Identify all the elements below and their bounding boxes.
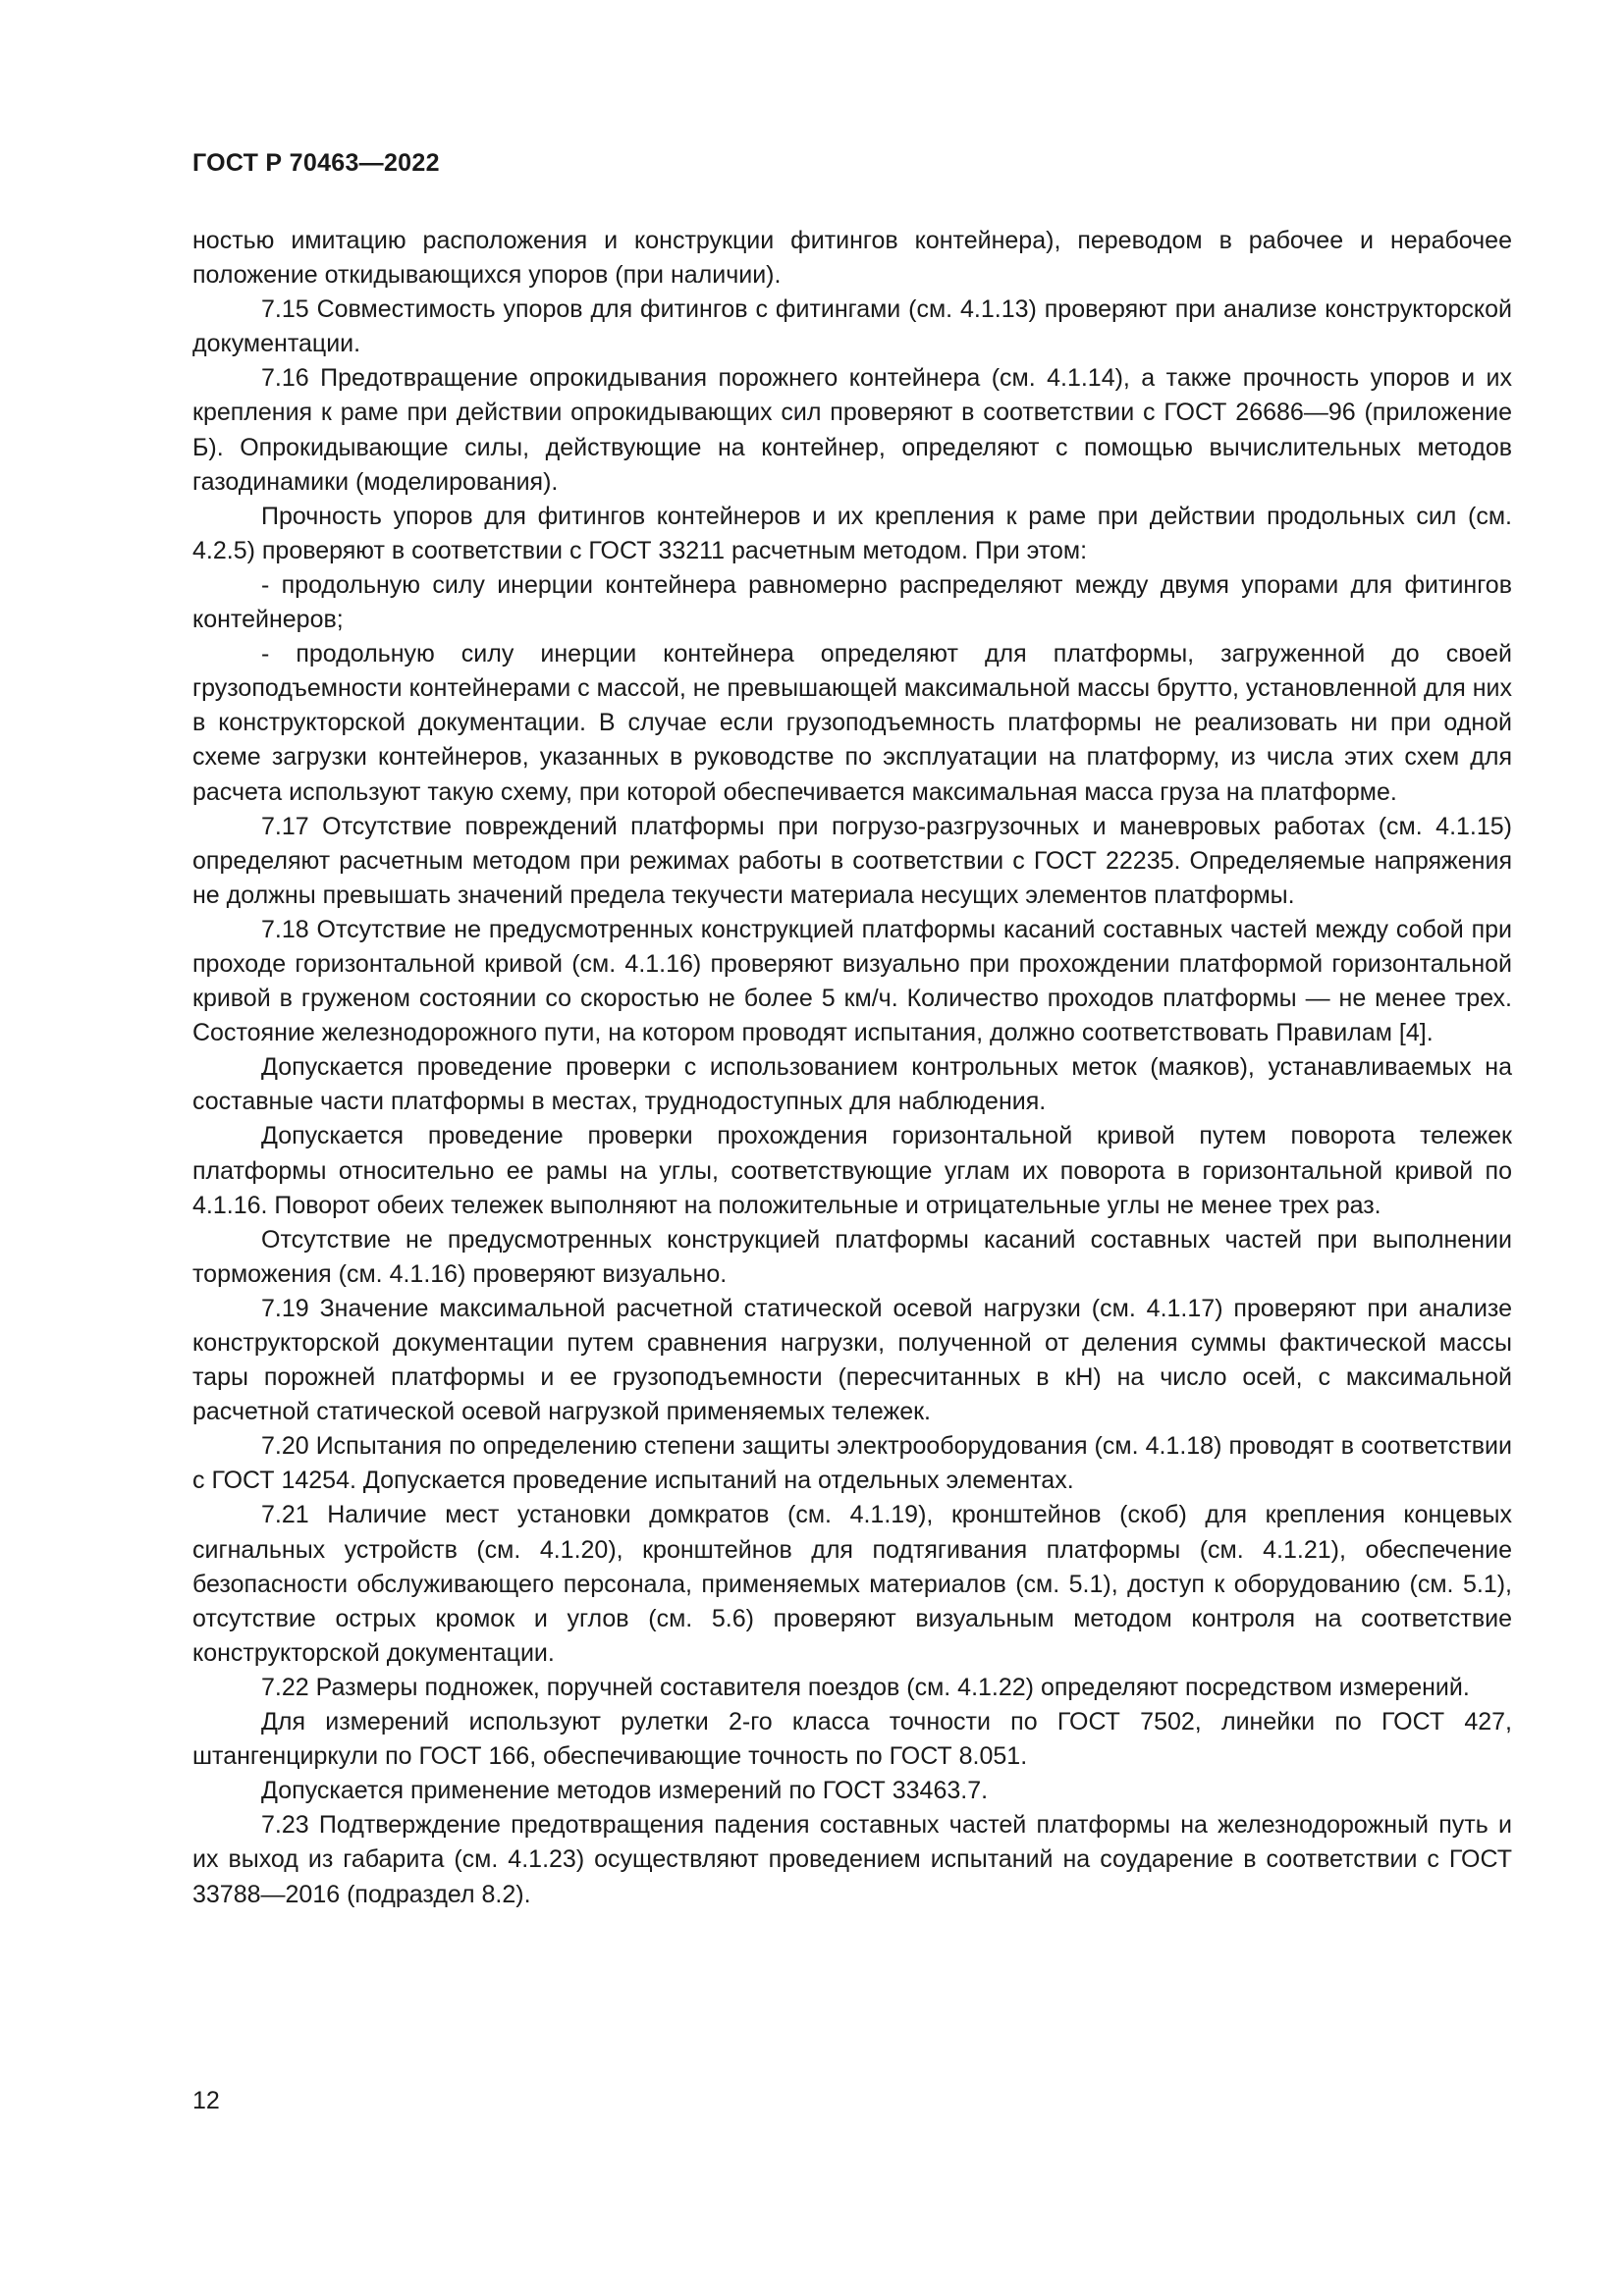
- paragraph: Отсутствие не предусмотренных конструкцией платформы касаний составных частей при выполнении торможения (см. 4.1.16) проверяют визуально.: [192, 1225, 1512, 1288]
- paragraph: Допускается применение методов измерений по ГОСТ 33463.7.: [261, 1777, 989, 1805]
- paragraph: Для измерений используют рулетки 2-го класса точности по ГОСТ 7502, линейки по ГОСТ 427, штангенциркули по ГОСТ 166, обеспечивающие точность по ГОСТ 8.051.: [192, 1708, 1512, 1771]
- page-number: 12: [192, 2087, 220, 2114]
- paragraph: ностью имитацию расположения и конструкции фитингов контейнера), переводом в рабочее и нерабочее положение откидывающихся упоров (при наличии).: [192, 227, 1512, 290]
- paragraph-7-17: 7.17 Отсутствие повреждений платформы при погрузо-разгрузочных и маневровых работах (см. 4.1.15) определяют расчетным методом при режимах работы в соответствии с ГОСТ 22235. Определяемые напряжения не должны превышать значений предела текучести материала несущих элементов платформы.: [192, 812, 1512, 909]
- list-item: - продольную силу инерции контейнера определяют для платформы, загруженной до своей грузоподъемности контейнерами с массой, не превышающей максимальной массы брутто, установленной для них в конструкторской документации. В случае если грузоподъемность платформы не реализовать ни при одной схеме загрузки контейнеров, указанных в руководстве по эксплуатации на платформу, из числа этих схем для расчета используют такую схему, при которой обеспечивается максимальная масса груза на платформе.: [192, 640, 1512, 806]
- list-item: - продольную силу инерции контейнера равномерно распределяют между двумя упорами для фитингов контейнеров;: [192, 570, 1512, 634]
- paragraph-7-23: 7.23 Подтверждение предотвращения падения составных частей платформы на железнодорожный путь и их выход из габарита (см. 4.1.23) осуществляют проведением испытаний на соударение в соответствии с ГОСТ 33788—2016 (подраздел 8.2).: [192, 1811, 1512, 1908]
- paragraph: Прочность упоров для фитингов контейнеров и их крепления к раме при действии продольных сил (см. 4.2.5) проверяют в соответствии с ГОСТ 33211 расчетным методом. При этом:: [192, 502, 1512, 564]
- paragraph-7-16: 7.16 Предотвращение опрокидывания порожнего контейнера (см. 4.1.14), а также прочность упоров и их крепления к раме при действии опрокидывающих сил проверяют в соответствии с ГОСТ 26686—96 (приложение Б). Опрокидывающие силы, действующие на контейнер, определяют с помощью вычислительных методов газодинамики (моделирования).: [192, 364, 1512, 496]
- paragraph-7-15: 7.15 Совместимость упоров для фитингов с фитингами (см. 4.1.13) проверяют при анализе конструкторской документации.: [192, 295, 1512, 358]
- paragraph: Допускается проведение проверки прохождения горизонтальной кривой путем поворота тележек платформы относительно ее рамы на углы, соответствующие углам их поворота в горизонтальной кривой по 4.1.16. Поворот обеих тележек выполняют на положительные и отрицательные углы не менее трех раз.: [192, 1122, 1512, 1219]
- paragraph-7-18: 7.18 Отсутствие не предусмотренных конструкцией платформы касаний составных частей между собой при проходе горизонтальной кривой (см. 4.1.16) проверяют визуально при прохождении платформой горизонтальной кривой в груженом состоянии со скоростью не более 5 км/ч. Количество проходов платформы — не менее трех. Состояние железнодорожного пути, на котором проводят испытания, должно соответствовать Правилам [4].: [192, 915, 1512, 1047]
- paragraph-7-21: 7.21 Наличие мест установки домкратов (см. 4.1.19), кронштейнов (скоб) для крепления концевых сигнальных устройств (см. 4.1.20), кронштейнов для подтягивания платформы (см. 4.1.21), обеспечение безопасности обслуживающего персонала, применяемых материалов (см. 5.1), доступ к оборудованию (см. 5.1), отсутствие острых кромок и углов (см. 5.6) проверяют визуальным методом контроля на соответствие конструкторской документации.: [192, 1501, 1512, 1667]
- paragraph-7-20: 7.20 Испытания по определению степени защиты электрооборудования (см. 4.1.18) проводят в соответствии с ГОСТ 14254. Допускается проведение испытаний на отдельных элементах.: [192, 1432, 1512, 1495]
- paragraph-7-22: 7.22 Размеры подножек, поручней составителя поездов (см. 4.1.22) определяют посредством измерений.: [261, 1673, 1470, 1701]
- paragraph: Допускается проведение проверки с использованием контрольных меток (маяков), устанавливаемых на составные части платформы в местах, труднодоступных для наблюдения.: [192, 1053, 1512, 1116]
- document-body: [192, 224, 1512, 1912]
- paragraph-7-19: 7.19 Значение максимальной расчетной статической осевой нагрузки (см. 4.1.17) проверяют при анализе конструкторской документации путем сравнения нагрузки, полученной от деления суммы фактической массы тары порожней платформы и ее грузоподъемности (пересчитанных в кН) на число осей, с максимальной расчетной статической осевой нагрузкой применяемых тележек.: [192, 1294, 1512, 1426]
- document-header: ГОСТ Р 70463—2022: [192, 149, 440, 177]
